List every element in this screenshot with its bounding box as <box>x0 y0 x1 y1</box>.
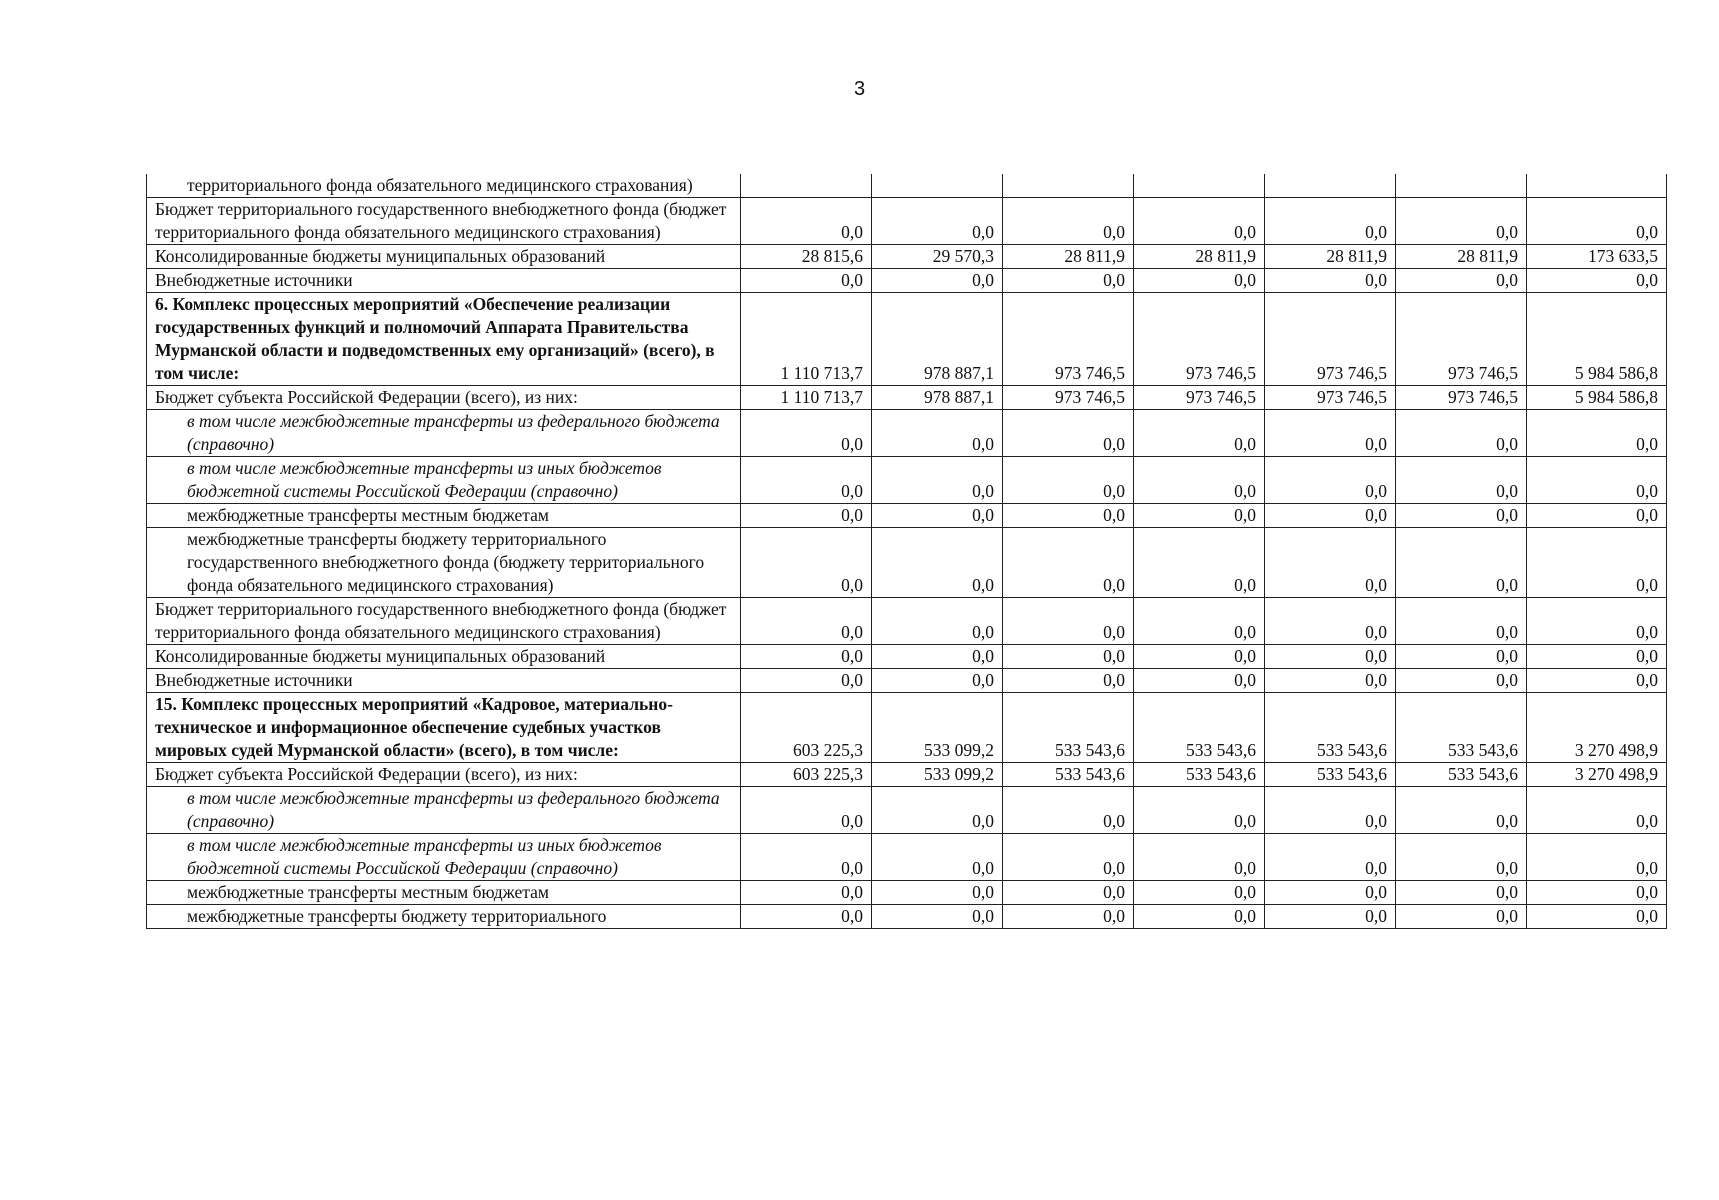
total-value-cell: 0,0 <box>1527 198 1667 245</box>
year-value-cell: 28 811,9 <box>1003 245 1134 269</box>
year-value-cell: 0,0 <box>1134 905 1265 929</box>
year-value-cell: 1 110 713,7 <box>741 386 872 410</box>
year-value-cell: 0,0 <box>1134 410 1265 457</box>
year-value-cell: 0,0 <box>872 198 1003 245</box>
year-value-cell: 29 570,3 <box>872 245 1003 269</box>
table-row <box>147 905 1667 929</box>
table-row <box>147 669 1667 693</box>
year-value-cell: 0,0 <box>872 787 1003 834</box>
year-value-cell: 603 225,3 <box>741 693 872 763</box>
year-value-cell: 973 746,5 <box>1003 386 1134 410</box>
year-value-cell: 0,0 <box>741 881 872 905</box>
year-value-cell: 28 811,9 <box>1265 245 1396 269</box>
year-value-cell <box>741 174 872 198</box>
year-value-cell: 0,0 <box>872 645 1003 669</box>
table-row <box>147 293 1667 386</box>
page-number: 3 <box>853 78 866 100</box>
total-value-cell: 0,0 <box>1527 269 1667 293</box>
year-value-cell: 973 746,5 <box>1134 293 1265 386</box>
year-value-cell: 0,0 <box>872 905 1003 929</box>
year-value-cell: 0,0 <box>1265 905 1396 929</box>
row-label: 15. Комплекс процессных мероприятий «Кадровое, материально-техническое и информационное обеспечение судебных участков мировых судей Мурманской области» (всего), в том числе: <box>147 693 741 763</box>
table-row <box>147 386 1667 410</box>
row-label: Бюджет субъекта Российской Федерации (всего), из них: <box>147 386 741 410</box>
table-row <box>147 245 1667 269</box>
year-value-cell: 0,0 <box>741 598 872 645</box>
year-value-cell: 0,0 <box>1265 528 1396 598</box>
year-value-cell: 0,0 <box>1134 457 1265 504</box>
year-value-cell: 0,0 <box>741 645 872 669</box>
year-value-cell: 0,0 <box>1265 645 1396 669</box>
total-value-cell: 5 984 586,8 <box>1527 293 1667 386</box>
total-value-cell: 0,0 <box>1527 905 1667 929</box>
year-value-cell: 0,0 <box>1265 834 1396 881</box>
table-row <box>147 763 1667 787</box>
year-value-cell: 0,0 <box>1396 881 1527 905</box>
year-value-cell: 973 746,5 <box>1396 386 1527 410</box>
year-value-cell: 0,0 <box>1396 269 1527 293</box>
year-value-cell: 0,0 <box>872 457 1003 504</box>
year-value-cell: 603 225,3 <box>741 763 872 787</box>
year-value-cell: 0,0 <box>1134 834 1265 881</box>
total-value-cell: 5 984 586,8 <box>1527 386 1667 410</box>
year-value-cell: 0,0 <box>1265 787 1396 834</box>
year-value-cell: 0,0 <box>741 457 872 504</box>
year-value-cell: 0,0 <box>1396 834 1527 881</box>
row-label: Бюджет субъекта Российской Федерации (всего), из них: <box>147 763 741 787</box>
year-value-cell: 28 815,6 <box>741 245 872 269</box>
year-value-cell: 0,0 <box>872 669 1003 693</box>
row-label: в том числе межбюджетные трансферты из иных бюджетов бюджетной системы Российской Федерации (справочно) <box>147 457 741 504</box>
table-row <box>147 834 1667 881</box>
table-row <box>147 410 1667 457</box>
year-value-cell: 973 746,5 <box>1396 293 1527 386</box>
year-value-cell: 28 811,9 <box>1134 245 1265 269</box>
table-row <box>147 174 1667 198</box>
year-value-cell: 28 811,9 <box>1396 245 1527 269</box>
year-value-cell: 0,0 <box>1003 198 1134 245</box>
table-row <box>147 528 1667 598</box>
total-value-cell: 0,0 <box>1527 528 1667 598</box>
year-value-cell <box>872 174 1003 198</box>
year-value-cell: 0,0 <box>1396 787 1527 834</box>
year-value-cell: 0,0 <box>741 528 872 598</box>
row-label: в том числе межбюджетные трансферты из иных бюджетов бюджетной системы Российской Федерации (справочно) <box>147 834 741 881</box>
year-value-cell: 0,0 <box>872 528 1003 598</box>
row-label: в том числе межбюджетные трансферты из федерального бюджета (справочно) <box>147 410 741 457</box>
year-value-cell: 0,0 <box>872 504 1003 528</box>
row-label: Внебюджетные источники <box>147 669 741 693</box>
year-value-cell: 533 099,2 <box>872 763 1003 787</box>
year-value-cell: 0,0 <box>1396 198 1527 245</box>
table-row <box>147 881 1667 905</box>
year-value-cell <box>1134 174 1265 198</box>
row-label: Консолидированные бюджеты муниципальных образований <box>147 245 741 269</box>
year-value-cell: 0,0 <box>1396 528 1527 598</box>
year-value-cell: 0,0 <box>1265 881 1396 905</box>
row-label: межбюджетные трансферты местным бюджетам <box>147 881 741 905</box>
year-value-cell: 0,0 <box>1134 598 1265 645</box>
total-value-cell: 3 270 498,9 <box>1527 693 1667 763</box>
row-label: 6. Комплекс процессных мероприятий «Обеспечение реализации государственных функций и полномочий Аппарата Правительства Мурманской области и подведомственных ему организаций» (всего), в том числе: <box>147 293 741 386</box>
year-value-cell: 0,0 <box>1396 905 1527 929</box>
year-value-cell: 978 887,1 <box>872 386 1003 410</box>
year-value-cell: 533 543,6 <box>1396 693 1527 763</box>
year-value-cell: 0,0 <box>741 410 872 457</box>
year-value-cell: 0,0 <box>1003 905 1134 929</box>
year-value-cell: 0,0 <box>1265 410 1396 457</box>
year-value-cell: 0,0 <box>1003 787 1134 834</box>
year-value-cell: 0,0 <box>1134 669 1265 693</box>
total-value-cell: 0,0 <box>1527 834 1667 881</box>
year-value-cell: 0,0 <box>1003 457 1134 504</box>
year-value-cell: 0,0 <box>872 834 1003 881</box>
table-row <box>147 693 1667 763</box>
year-value-cell: 533 543,6 <box>1265 763 1396 787</box>
total-value-cell: 0,0 <box>1527 504 1667 528</box>
year-value-cell: 533 543,6 <box>1265 693 1396 763</box>
year-value-cell: 0,0 <box>1396 504 1527 528</box>
year-value-cell: 533 543,6 <box>1003 693 1134 763</box>
row-label: межбюджетные трансферты бюджету территориального государственного внебюджетного фонда (бюджету территориального фонда обязательного медицинского страхования) <box>147 528 741 598</box>
total-value-cell: 0,0 <box>1527 881 1667 905</box>
year-value-cell: 0,0 <box>872 269 1003 293</box>
year-value-cell: 0,0 <box>1265 669 1396 693</box>
total-value-cell: 0,0 <box>1527 645 1667 669</box>
total-value-cell: 0,0 <box>1527 410 1667 457</box>
year-value-cell: 973 746,5 <box>1134 386 1265 410</box>
year-value-cell: 0,0 <box>1134 787 1265 834</box>
table-row <box>147 645 1667 669</box>
year-value-cell: 0,0 <box>1003 669 1134 693</box>
year-value-cell: 0,0 <box>1003 834 1134 881</box>
year-value-cell: 973 746,5 <box>1265 293 1396 386</box>
year-value-cell: 973 746,5 <box>1265 386 1396 410</box>
year-value-cell: 0,0 <box>741 787 872 834</box>
year-value-cell: 0,0 <box>1396 645 1527 669</box>
year-value-cell: 0,0 <box>741 905 872 929</box>
year-value-cell: 0,0 <box>1003 645 1134 669</box>
year-value-cell: 0,0 <box>1003 269 1134 293</box>
total-value-cell: 0,0 <box>1527 457 1667 504</box>
table-row <box>147 504 1667 528</box>
year-value-cell: 0,0 <box>1265 598 1396 645</box>
year-value-cell <box>1265 174 1396 198</box>
year-value-cell: 973 746,5 <box>1003 293 1134 386</box>
table-row <box>147 269 1667 293</box>
year-value-cell: 0,0 <box>1003 598 1134 645</box>
year-value-cell: 0,0 <box>741 198 872 245</box>
year-value-cell: 0,0 <box>872 881 1003 905</box>
row-label: территориального фонда обязательного медицинского страхования) <box>147 174 741 198</box>
total-value-cell: 3 270 498,9 <box>1527 763 1667 787</box>
year-value-cell: 0,0 <box>1265 504 1396 528</box>
year-value-cell: 0,0 <box>1134 198 1265 245</box>
year-value-cell: 0,0 <box>1396 410 1527 457</box>
year-value-cell: 1 110 713,7 <box>741 293 872 386</box>
row-label: межбюджетные трансферты бюджету территориального <box>147 905 741 929</box>
row-label: Внебюджетные источники <box>147 269 741 293</box>
year-value-cell: 0,0 <box>1396 457 1527 504</box>
year-value-cell: 0,0 <box>1003 504 1134 528</box>
year-value-cell: 0,0 <box>741 269 872 293</box>
total-value-cell: 0,0 <box>1527 598 1667 645</box>
year-value-cell: 0,0 <box>872 598 1003 645</box>
year-value-cell: 533 099,2 <box>872 693 1003 763</box>
budget-table <box>146 174 1667 929</box>
table-row <box>147 787 1667 834</box>
year-value-cell: 0,0 <box>1134 645 1265 669</box>
year-value-cell: 0,0 <box>1003 528 1134 598</box>
row-label: в том числе межбюджетные трансферты из федерального бюджета (справочно) <box>147 787 741 834</box>
year-value-cell: 0,0 <box>1134 528 1265 598</box>
year-value-cell <box>1396 174 1527 198</box>
total-value-cell: 173 633,5 <box>1527 245 1667 269</box>
table-row <box>147 198 1667 245</box>
total-value-cell <box>1527 174 1667 198</box>
year-value-cell: 978 887,1 <box>872 293 1003 386</box>
year-value-cell: 0,0 <box>741 834 872 881</box>
year-value-cell: 0,0 <box>1134 269 1265 293</box>
year-value-cell: 0,0 <box>741 669 872 693</box>
total-value-cell: 0,0 <box>1527 787 1667 834</box>
table-row <box>147 598 1667 645</box>
year-value-cell: 533 543,6 <box>1134 763 1265 787</box>
year-value-cell: 0,0 <box>1003 881 1134 905</box>
row-label: межбюджетные трансферты местным бюджетам <box>147 504 741 528</box>
year-value-cell: 0,0 <box>1003 410 1134 457</box>
year-value-cell <box>1003 174 1134 198</box>
year-value-cell: 0,0 <box>1396 598 1527 645</box>
row-label: Бюджет территориального государственного внебюджетного фонда (бюджет территориального фонда обязательного медицинского страхования) <box>147 598 741 645</box>
year-value-cell: 0,0 <box>1134 504 1265 528</box>
year-value-cell: 533 543,6 <box>1003 763 1134 787</box>
year-value-cell: 0,0 <box>872 410 1003 457</box>
year-value-cell: 0,0 <box>1396 669 1527 693</box>
year-value-cell: 0,0 <box>1265 198 1396 245</box>
row-label: Консолидированные бюджеты муниципальных образований <box>147 645 741 669</box>
total-value-cell: 0,0 <box>1527 669 1667 693</box>
year-value-cell: 533 543,6 <box>1396 763 1527 787</box>
table-row <box>147 457 1667 504</box>
year-value-cell: 0,0 <box>1265 457 1396 504</box>
year-value-cell: 0,0 <box>1265 269 1396 293</box>
budget-table-body <box>147 174 1667 929</box>
row-label: Бюджет территориального государственного внебюджетного фонда (бюджет территориального фонда обязательного медицинского страхования) <box>147 198 741 245</box>
year-value-cell: 0,0 <box>1134 881 1265 905</box>
year-value-cell: 533 543,6 <box>1134 693 1265 763</box>
year-value-cell: 0,0 <box>741 504 872 528</box>
